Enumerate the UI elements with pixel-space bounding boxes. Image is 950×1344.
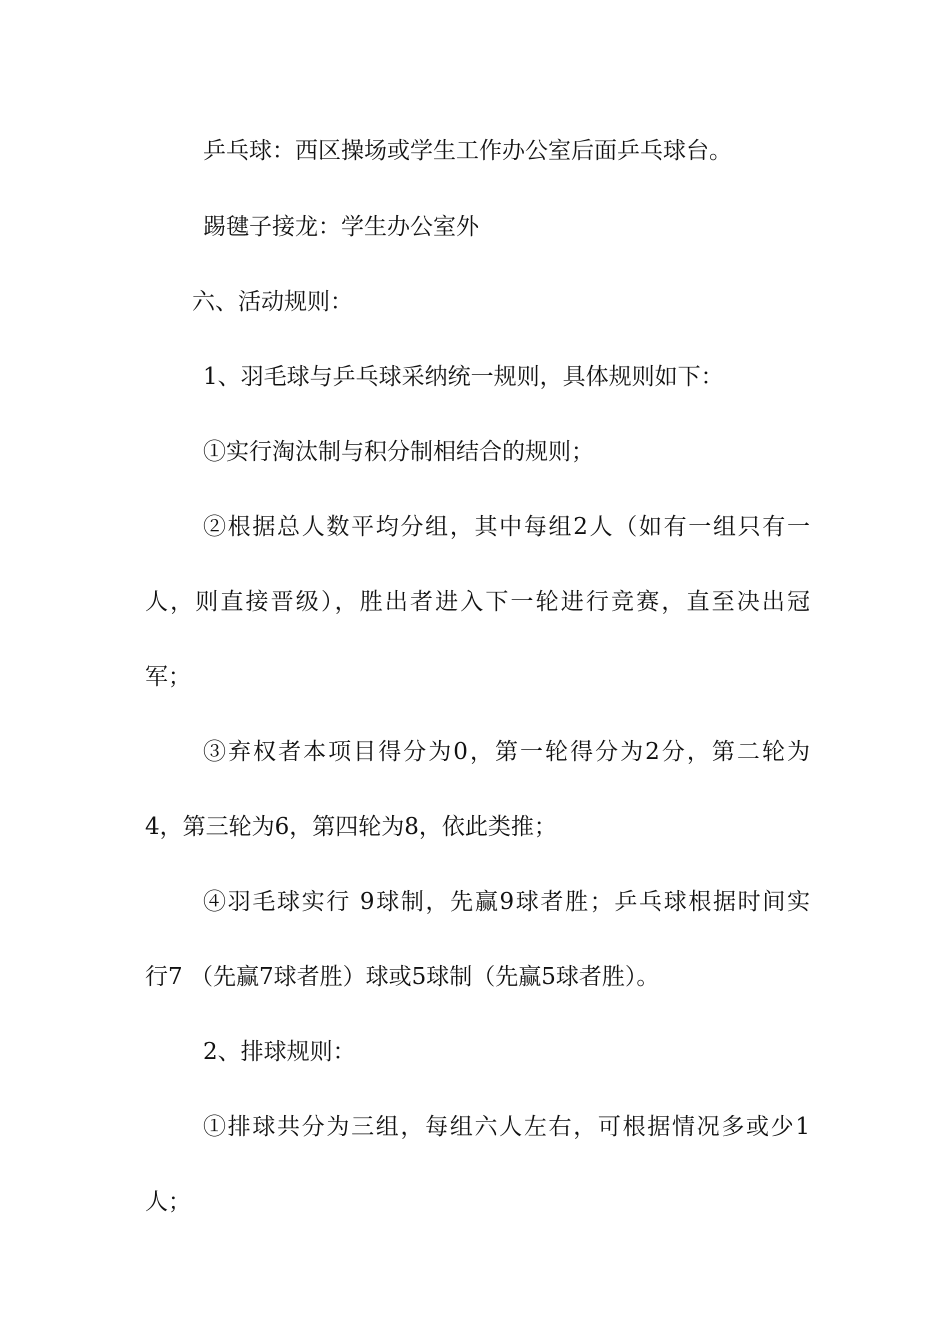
paragraph-rule-1-c-line2: 4，第三轮为6，第四轮为8，依此类推； [145,814,557,840]
paragraph-rule-1-d-line1: ④羽毛球实行 9球制，先赢9球者胜；乒乓球根据时间实 [203,889,810,915]
paragraph-rule-1-b-line1: ②根据总人数平均分组，其中每组2人（如有一组只有一 [203,514,810,540]
paragraph-pingpong-venue: 乒乓球：西区操场或学生工作办公室后面乒乓球台。 [203,138,732,164]
paragraph-rule-1-a: ①实行淘汰制与积分制相结合的规则； [203,439,594,465]
paragraph-shuttlecock-venue: 踢毽子接龙：学生办公室外 [203,214,479,240]
section-heading-rules: 六、活动规则： [192,289,353,315]
paragraph-rule-2: 2、排球规则： [203,1039,356,1065]
paragraph-rule-1-c-line1: ③弃权者本项目得分为0，第一轮得分为2分，第二轮为 [203,739,810,765]
paragraph-rule-2-a-line1: ①排球共分为三组，每组六人左右，可根据情况多或少1 [203,1114,810,1140]
paragraph-rule-1-b-line3: 军； [145,664,191,690]
paragraph-rule-1-d-line2: 行7 （先赢7球者胜）球或5球制（先赢5球者胜）。 [145,964,660,990]
paragraph-rule-1: 1、羽毛球与乒乓球采纳统一规则，具体规则如下： [203,364,724,390]
paragraph-rule-2-a-line2: 人； [145,1189,191,1215]
paragraph-rule-1-b-line2: 人，则直接晋级），胜出者进入下一轮进行竞赛，直至决出冠 [145,589,810,615]
